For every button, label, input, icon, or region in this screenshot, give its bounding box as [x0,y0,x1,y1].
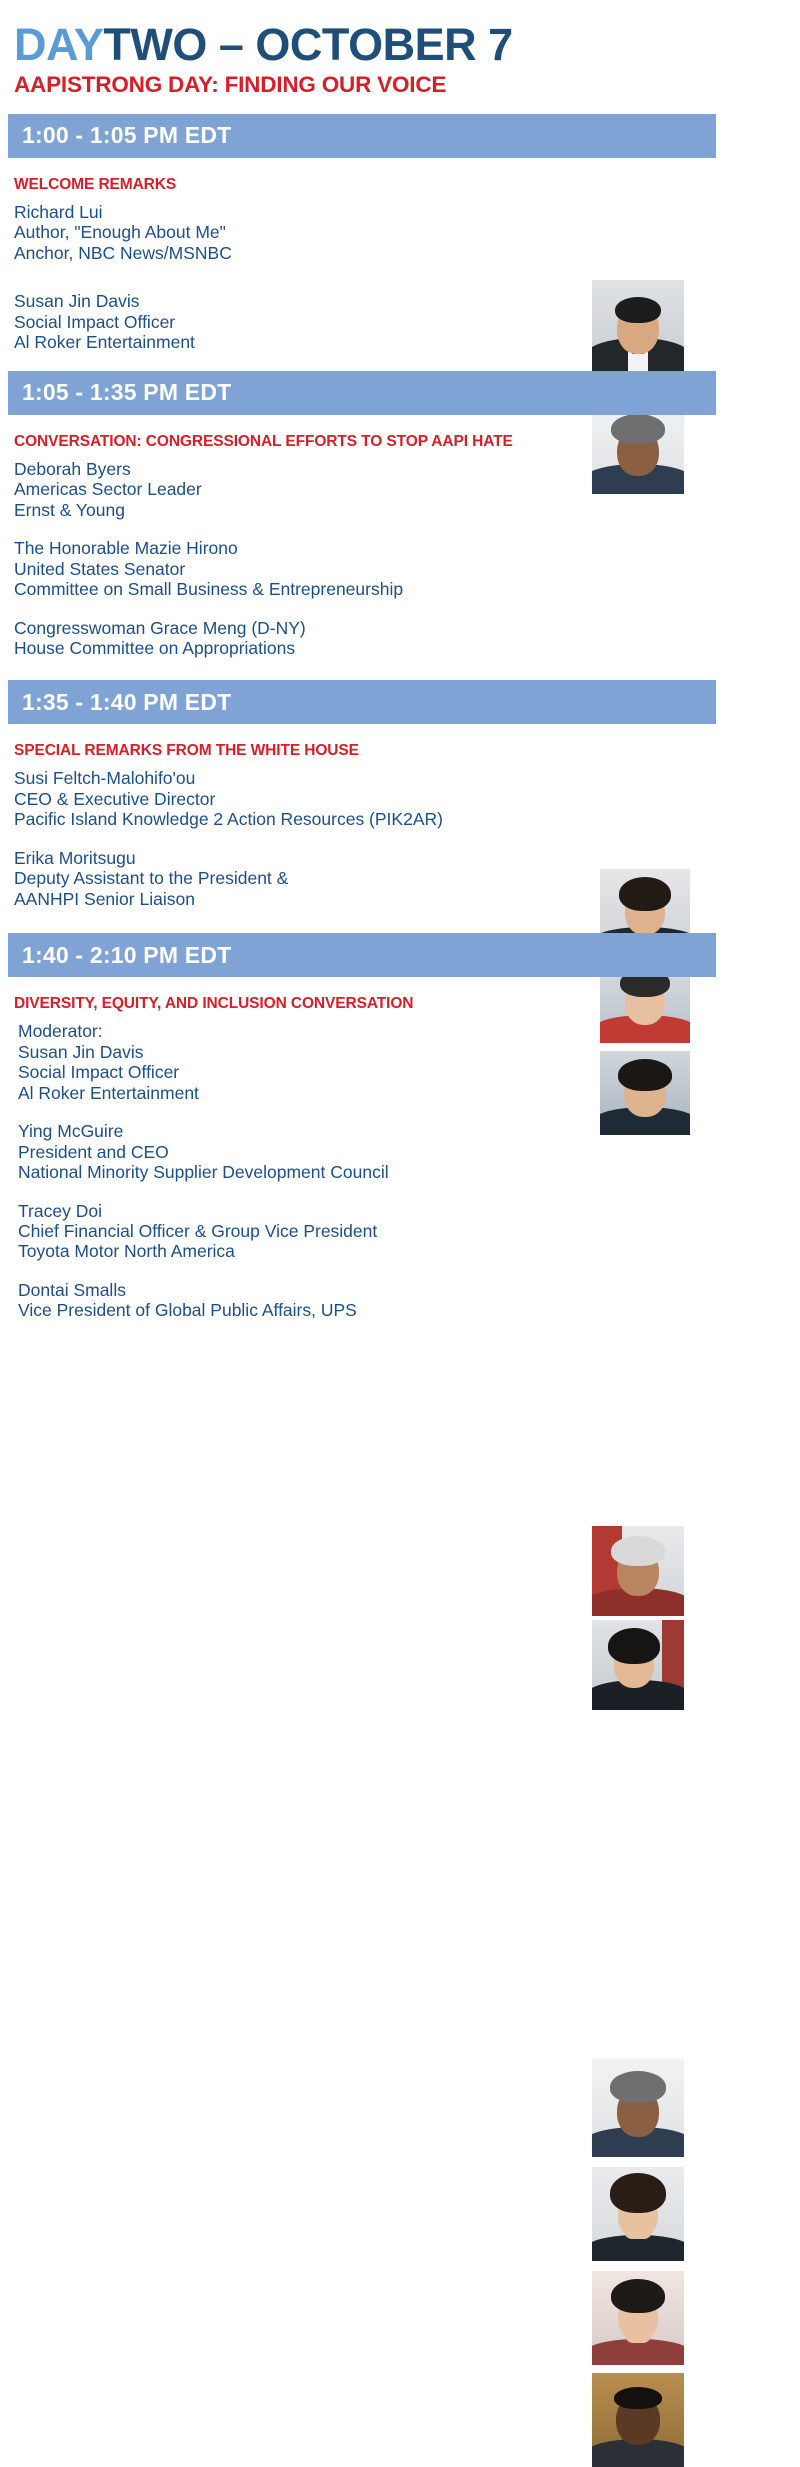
speaker-detail: Vice President of Global Public Affairs, UPS [18,1300,357,1321]
speaker-mazie-hirono [14,538,600,599]
speaker-detail: Pacific Island Knowledge 2 Action Resources (PIK2AR) [14,809,443,830]
speaker-name: Tracey Doi [18,1200,102,1221]
session-3-heading: SPECIAL REMARKS FROM THE WHITE HOUSE [14,742,359,760]
speaker-richard-lui [14,202,580,263]
speaker-deborah-byers [14,459,600,520]
speaker-detail: Committee on Small Business & Entrepreneurship [14,579,404,600]
headshot-dontai-smalls [592,2373,684,2467]
session-3-time: 1:35 - 1:40 PM EDT [8,680,716,724]
speaker-detail: House Committee on Appropriations [14,637,296,658]
headshot-susan-jin-davis-moderator [592,2059,684,2157]
speaker-susi-feltch-malohifoou [14,768,590,829]
session-4-heading: DIVERSITY, EQUITY, AND INCLUSION CONVERSATION [14,995,414,1013]
speaker-ying-mcguire [18,1121,590,1182]
session-2-time: 1:05 - 1:35 PM EDT [8,371,716,415]
speaker-tracey-doi [18,1201,590,1262]
speaker-name: Congresswoman Grace Meng (D-NY) [14,617,306,638]
session-3-speakers [0,768,800,909]
speaker-erika-moritsugu [14,848,590,909]
session-3 [0,680,800,909]
headshot-susi-feltch-malohifoou [592,1526,684,1616]
speaker-detail: Anchor, NBC News/MSNBC [14,242,232,263]
speaker-detail: Chief Financial Officer & Group Vice President [18,1221,378,1242]
speaker-detail: Author, "Enough About Me" [14,222,226,243]
session-2-speakers [0,459,800,659]
title-date: – OCTOBER 7 [206,19,513,70]
speaker-detail: Ernst & Young [14,499,125,520]
title-two-word: TWO [103,19,207,70]
speaker-role-label: Moderator: [18,1021,103,1042]
speaker-name: Deborah Byers [14,458,131,479]
headshot-ying-mcguire [592,2167,684,2261]
session-1-heading: WELCOME REMARKS [14,175,177,193]
speaker-detail: Al Roker Entertainment [18,1082,199,1103]
session-1 [0,114,800,353]
speaker-detail: Al Roker Entertainment [14,332,195,353]
page-title [14,19,800,70]
session-4-time: 1:40 - 2:10 PM EDT [8,933,716,977]
headshot-richard-lui [592,280,684,372]
speaker-detail: Social Impact Officer [18,1062,180,1083]
speaker-name: Ying McGuire [18,1121,124,1142]
speaker-detail: National Minority Supplier Development Council [18,1162,389,1183]
speaker-detail: President and CEO [18,1141,169,1162]
speaker-grace-meng [14,618,600,659]
session-2-heading: CONVERSATION: CONGRESSIONAL EFFORTS TO STOP AAPI HATE [14,432,513,450]
speaker-detail: Deputy Assistant to the President & [14,868,289,889]
speaker-detail: CEO & Executive Director [14,788,216,809]
speaker-name: Susi Feltch-Malohifo'ou [14,768,196,789]
session-4 [0,933,800,1321]
speaker-detail: Americas Sector Leader [14,479,202,500]
speaker-detail: Social Impact Officer [14,311,176,332]
speaker-name: Susan Jin Davis [14,291,140,312]
speaker-name: Erika Moritsugu [14,847,136,868]
page-subtitle: AAPISTRONG DAY: FINDING OUR VOICE [14,71,447,97]
headshot-tracey-doi [592,2271,684,2365]
speaker-name: The Honorable Mazie Hirono [14,538,238,559]
title-block [0,0,800,98]
speaker-moderator-susan-jin-davis [18,1021,590,1103]
speaker-dontai-smalls [18,1280,590,1321]
session-4-speakers [0,1021,800,1321]
speaker-detail: Toyota Motor North America [18,1241,235,1262]
speaker-name: Susan Jin Davis [18,1041,144,1062]
session-1-time: 1:00 - 1:05 PM EDT [8,114,716,158]
headshot-erika-moritsugu [592,1620,684,1710]
speaker-detail: AANHPI Senior Liaison [14,888,195,909]
speaker-name: Richard Lui [14,201,103,222]
speaker-name: Dontai Smalls [18,1279,126,1300]
speaker-susan-jin-davis [14,291,580,352]
speaker-detail: United States Senator [14,558,186,579]
title-day-word: DAY [14,19,104,70]
session-2 [0,371,800,659]
